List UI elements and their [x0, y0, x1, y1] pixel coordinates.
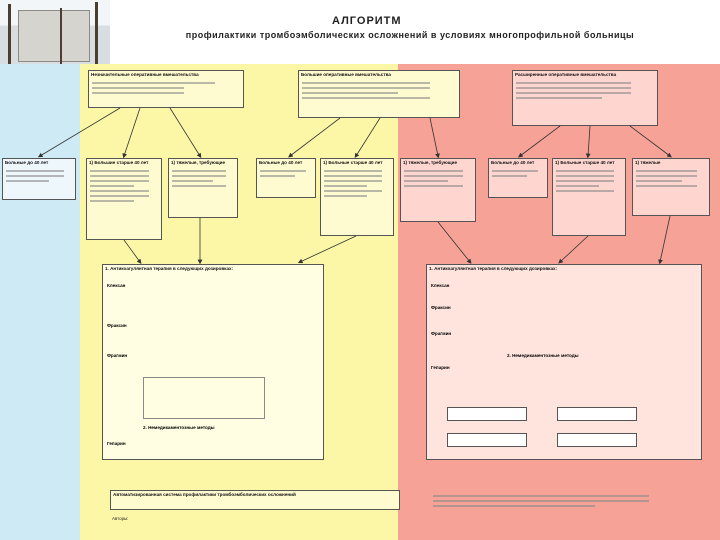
box-label: Больные до 40 лет: [259, 160, 303, 165]
drug-label: Гепарин: [431, 365, 450, 370]
box-label: Расширенные оперативные вмешательства: [515, 72, 617, 77]
text-line: [433, 495, 649, 497]
box-label: Больные до 40 лет: [5, 160, 49, 165]
text-line: [433, 505, 595, 507]
drug-label: Фраксин: [431, 305, 451, 310]
yellow-sub-heading: 2. Немедикаментозные методы: [143, 425, 215, 430]
yellow-treatment-heading: 1. Антикоагулянтная терапия в следующих дозировках:: [105, 266, 234, 271]
box-label: 1) Больные старше 40 лет: [555, 160, 615, 165]
drug-label: Фрагмин: [431, 331, 452, 336]
footnotes: [430, 492, 700, 507]
drug-label: Гепарин: [107, 441, 126, 446]
box-label: Больные до 40 лет: [491, 160, 535, 165]
diagram-title: АЛГОРИТМ: [332, 15, 402, 27]
diagram-subtitle: профилактики тромбоэмболических осложнений в условиях многопрофильной больницы: [185, 30, 635, 40]
text-line: [433, 500, 649, 502]
box-label: 1) Большие старше 40 лет: [89, 160, 149, 165]
box-label: 1) Больные старше 40 лет: [323, 160, 383, 165]
box-label: 1) тяжелые: [635, 160, 661, 165]
box-label: 1) тяжелые, требующие: [171, 160, 226, 165]
box-label: 1) тяжелые, требующие: [403, 160, 458, 165]
red-sub-heading: 2. Немедикаментозные методы: [507, 353, 579, 358]
drug-label: Клексан: [431, 283, 450, 288]
footer-box: [110, 490, 400, 510]
authors-label: Авторы:: [112, 516, 129, 521]
box-label: Незначительные оперативные вмешательства: [91, 72, 199, 77]
drug-label: Клексан: [107, 283, 126, 288]
box-label: Большие оперативные вмешательства: [301, 72, 391, 77]
drug-label: Фраксин: [107, 323, 127, 328]
drug-label: Фрагмин: [107, 353, 128, 358]
red-treatment-heading: 1. Антикоагулянтная терапия в следующих дозировках:: [429, 266, 558, 271]
footer-title: Автоматизированная система профилактики тромбоэмболических осложнений: [113, 492, 296, 497]
